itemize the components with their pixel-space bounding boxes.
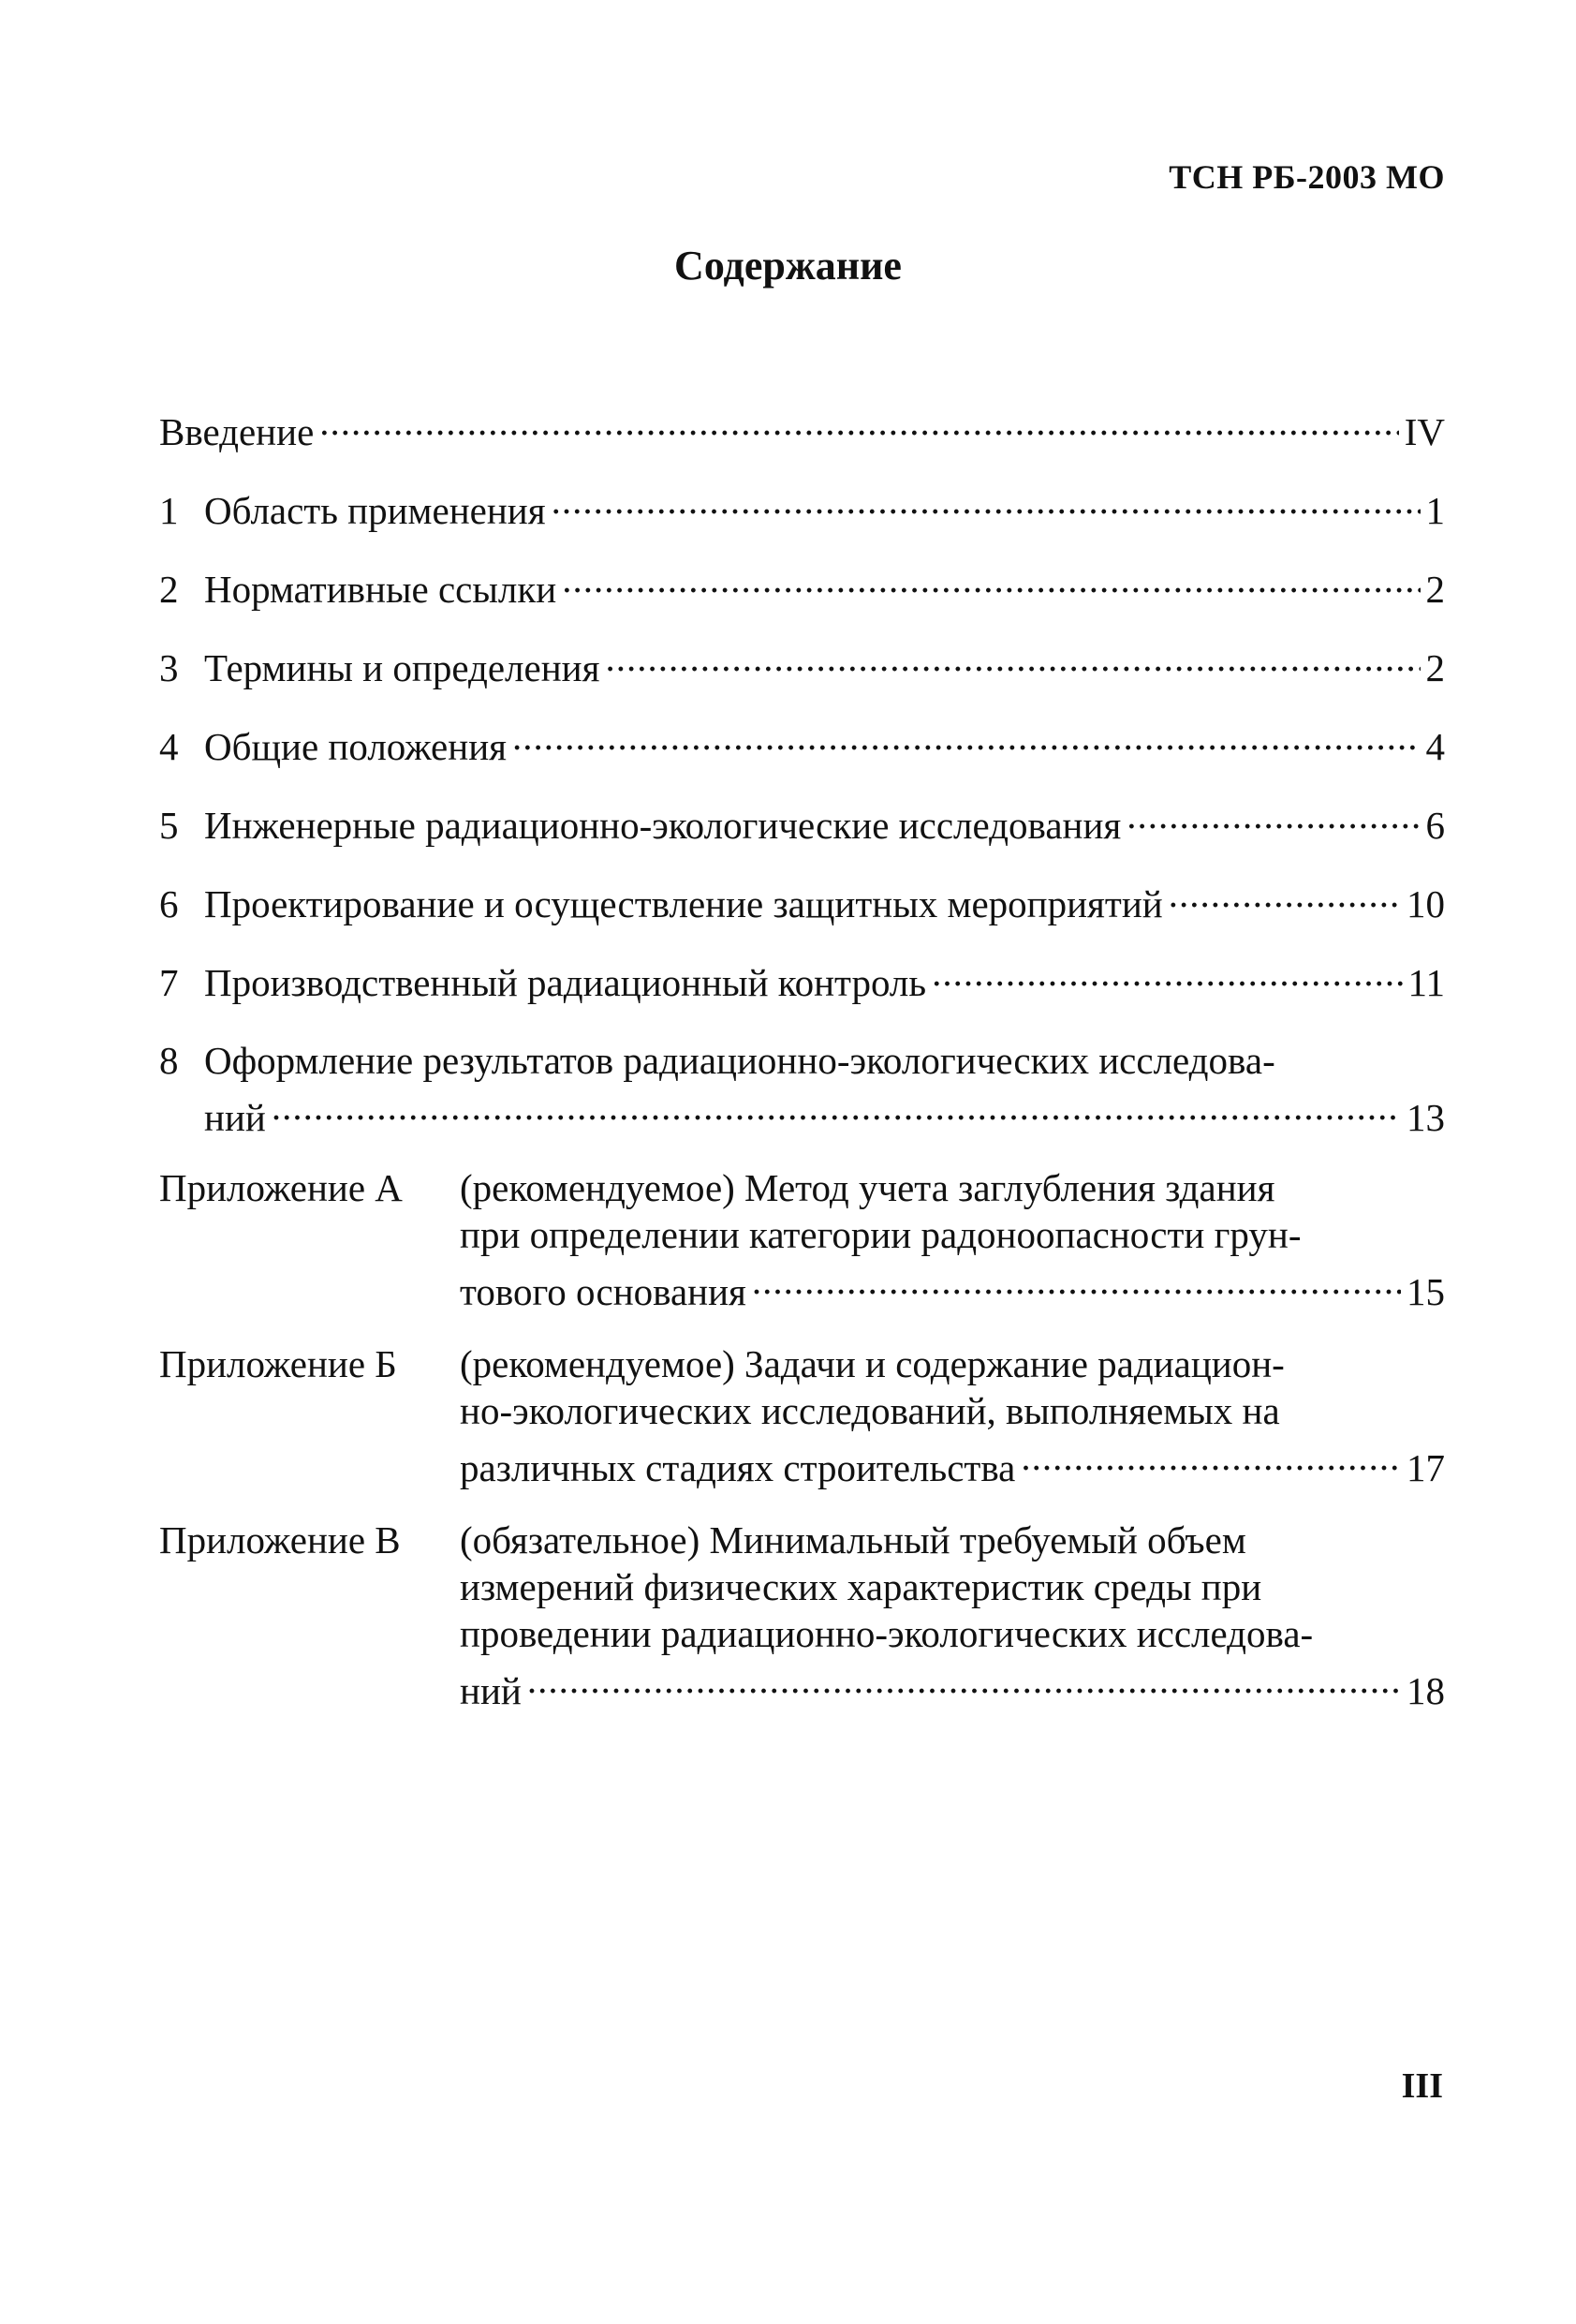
- toc-entry-page: 10: [1407, 882, 1445, 925]
- toc-leader-dots: [552, 477, 1421, 524]
- toc-entry-page: IV: [1404, 410, 1445, 453]
- appendix-last-line: [460, 1258, 1445, 1313]
- toc-leader-dots: [319, 398, 1398, 445]
- table-of-contents: [159, 398, 1445, 1712]
- toc-entry-page: 2: [1425, 646, 1445, 689]
- toc-entry-2: [159, 555, 1445, 634]
- appendix-last-line: [460, 1657, 1445, 1712]
- toc-leader-dots: [527, 1657, 1401, 1704]
- toc-leader-dots: [1127, 792, 1420, 838]
- toc-entry-text: Термины и определения: [204, 646, 600, 689]
- toc-entry-number: 6: [159, 882, 179, 925]
- toc-entry-page: 6: [1425, 804, 1445, 847]
- appendix-text-line: (рекомендуемое) Задачи и содержание радиацион-: [460, 1342, 1285, 1385]
- appendix-text-line: различных стадиях строительства: [460, 1446, 1016, 1489]
- toc-appendix-a: [159, 1164, 1445, 1313]
- toc-entry-5: [159, 792, 1445, 870]
- toc-leader-dots: [512, 713, 1421, 760]
- appendix-body: [460, 1340, 1445, 1489]
- toc-entry-4: [159, 713, 1445, 792]
- toc-entry-number: 1: [159, 489, 179, 532]
- toc-entry-page: 15: [1407, 1270, 1445, 1313]
- toc-entry-number: 4: [159, 725, 179, 768]
- toc-entry-text: Область применения: [204, 489, 546, 532]
- toc-entry-text: Инженерные радиационно-экологические исследования: [204, 804, 1122, 847]
- toc-entry-number: 2: [159, 568, 179, 611]
- toc-entry-page: 2: [1425, 568, 1445, 611]
- toc-entry-text: Проектирование и осуществление защитных мероприятий: [204, 882, 1163, 925]
- toc-leader-dots: [605, 634, 1420, 681]
- appendix-label: Приложение В: [159, 1518, 401, 1562]
- appendix-body: [460, 1164, 1445, 1313]
- toc-entry-page: 1: [1425, 489, 1445, 532]
- toc-entry-number: 8: [159, 1039, 179, 1082]
- appendix-body: [460, 1517, 1445, 1712]
- toc-entry-text: Производственный радиационный контроль: [204, 961, 927, 1004]
- toc-leader-dots: [1169, 870, 1401, 917]
- toc-appendix-b: [159, 1340, 1445, 1489]
- toc-entry-8: [159, 1037, 1445, 1139]
- appendix-text-line: ний: [460, 1669, 522, 1712]
- toc-leader-dots: [562, 555, 1420, 602]
- toc-entry-introduction: [159, 398, 1445, 477]
- appendix-label: Приложение Б: [159, 1342, 397, 1385]
- appendix-text-line: проведении радиационно-экологических исследова-: [460, 1612, 1314, 1655]
- toc-entry-number: 3: [159, 646, 179, 689]
- toc-leader-dots: [1021, 1434, 1401, 1481]
- toc-entry-number: 7: [159, 961, 179, 1004]
- toc-entry-3: [159, 634, 1445, 713]
- appendix-label: Приложение А: [159, 1166, 403, 1209]
- toc-entry-page: 11: [1407, 961, 1445, 1004]
- toc-leader-dots: [932, 949, 1402, 996]
- toc-entry-1: [159, 477, 1445, 555]
- toc-entry-text-line1: Оформление результатов радиационно-экологических исследова-: [204, 1039, 1275, 1082]
- toc-entry-page: 4: [1425, 725, 1445, 768]
- page-number: III: [1401, 2066, 1443, 2106]
- toc-entry-page: 18: [1407, 1669, 1445, 1712]
- toc-entry-8-last-line: [159, 1084, 1445, 1139]
- appendix-text-line: (обязательное) Минимальный требуемый объем: [460, 1518, 1246, 1562]
- toc-entry-page: 13: [1407, 1096, 1445, 1139]
- toc-entry-6: [159, 870, 1445, 949]
- toc-entry-text: Введение: [159, 410, 315, 453]
- appendix-text-line: но-экологических исследований, выполняемых на: [460, 1389, 1280, 1432]
- toc-entry-number: 5: [159, 804, 179, 847]
- appendix-text-line: (рекомендуемое) Метод учета заглубления здания: [460, 1166, 1275, 1209]
- page-title: Содержание: [674, 243, 902, 289]
- toc-appendix-v: [159, 1517, 1445, 1712]
- toc-leader-dots: [272, 1084, 1401, 1131]
- toc-leader-dots: [752, 1258, 1401, 1305]
- toc-entry-page: 17: [1407, 1446, 1445, 1489]
- toc-entry-text-line2: ний: [204, 1096, 266, 1139]
- toc-entry-text: Общие положения: [204, 725, 507, 768]
- document-code: ТСН РБ-2003 МО: [1169, 158, 1445, 196]
- appendix-text-line: тового основания: [460, 1270, 746, 1313]
- toc-entry-7: [159, 949, 1445, 1028]
- appendix-text-line: при определении категории радоноопасности грун-: [460, 1213, 1302, 1256]
- appendix-text-line: измерений физических характеристик среды при: [460, 1565, 1262, 1608]
- appendix-last-line: [460, 1434, 1445, 1489]
- toc-entry-text: Нормативные ссылки: [204, 568, 557, 611]
